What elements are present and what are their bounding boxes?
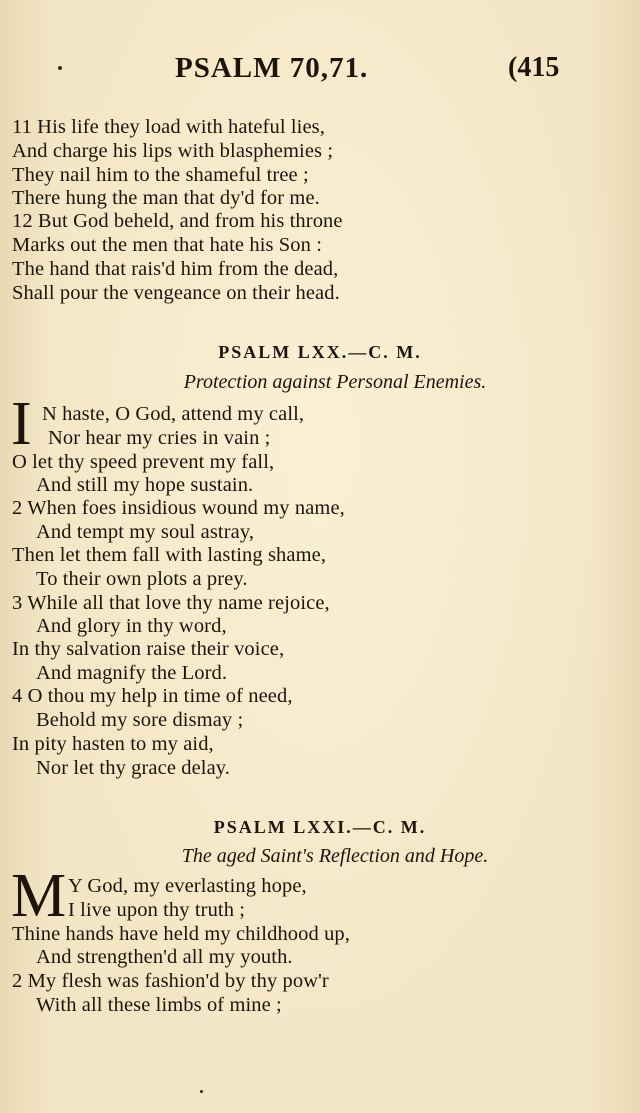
psalm-heading: PSALM LXX.—C. M. [218, 342, 422, 362]
verse-line: 2 When foes insidious wound my name, [12, 497, 345, 519]
running-header [0, 52, 640, 88]
verse-line: And still my hope sustain. [36, 474, 254, 496]
verse-line: And strengthen'd all my youth. [36, 946, 293, 968]
verse-line: Then let them fall with lasting shame, [12, 544, 327, 566]
verse-line: To their own plots a prey. [36, 568, 248, 590]
verse-line: 11 His life they load with hateful lies, [12, 116, 325, 138]
verse-line: There hung the man that dy'd for me. [12, 187, 320, 209]
verse-line: Y God, my everlasting hope, [68, 875, 307, 897]
psalm-subtitle: Protection against Personal Enemies. [183, 371, 487, 393]
verse-line: They nail him to the shameful tree ; [12, 164, 309, 186]
verse-line: And magnify the Lord. [36, 662, 228, 684]
drop-cap: I [11, 390, 32, 458]
psalm-heading: PSALM LXXI.—C. M. [213, 817, 427, 837]
verse-line: Shall pour the vengeance on their head. [12, 282, 340, 304]
verse-line: Thine hands have held my childhood up, [12, 923, 350, 945]
verse-line: And tempt my soul astray, [36, 521, 255, 543]
verse-line: 12 But God beheld, and from his throne [12, 210, 343, 232]
psalm-subtitle: The aged Saint's Reflection and Hope. [181, 845, 489, 867]
page-number: (415 [508, 52, 560, 83]
verse-line: N haste, O God, attend my call, [42, 403, 305, 425]
verse-line: 4 O thou my help in time of need, [12, 685, 293, 707]
verse-line: 2 My flesh was fashion'd by thy pow'r [12, 970, 329, 992]
page-speck [200, 1090, 203, 1093]
verse-line: With all these limbs of mine ; [36, 994, 282, 1016]
running-title: PSALM 70,71. [175, 52, 369, 84]
verse-line: And glory in thy word, [36, 615, 227, 637]
verse-line: O let thy speed prevent my fall, [12, 451, 275, 473]
verse-line: I live upon thy truth ; [68, 899, 246, 921]
drop-cap: M [11, 862, 67, 930]
verse-line: 3 While all that love thy name rejoice, [12, 592, 330, 614]
verse-line: Behold my sore dismay ; [36, 709, 244, 731]
verse-line: In pity hasten to my aid, [12, 733, 214, 755]
verse-line: The hand that rais'd him from the dead, [12, 258, 339, 280]
verse-line: Nor hear my cries in vain ; [48, 427, 271, 449]
verse-line: In thy salvation raise their voice, [12, 638, 285, 660]
verse-line: Nor let thy grace delay. [36, 757, 231, 779]
verse-line: And charge his lips with blasphemies ; [12, 140, 334, 162]
verse-line: Marks out the men that hate his Son : [12, 234, 323, 256]
